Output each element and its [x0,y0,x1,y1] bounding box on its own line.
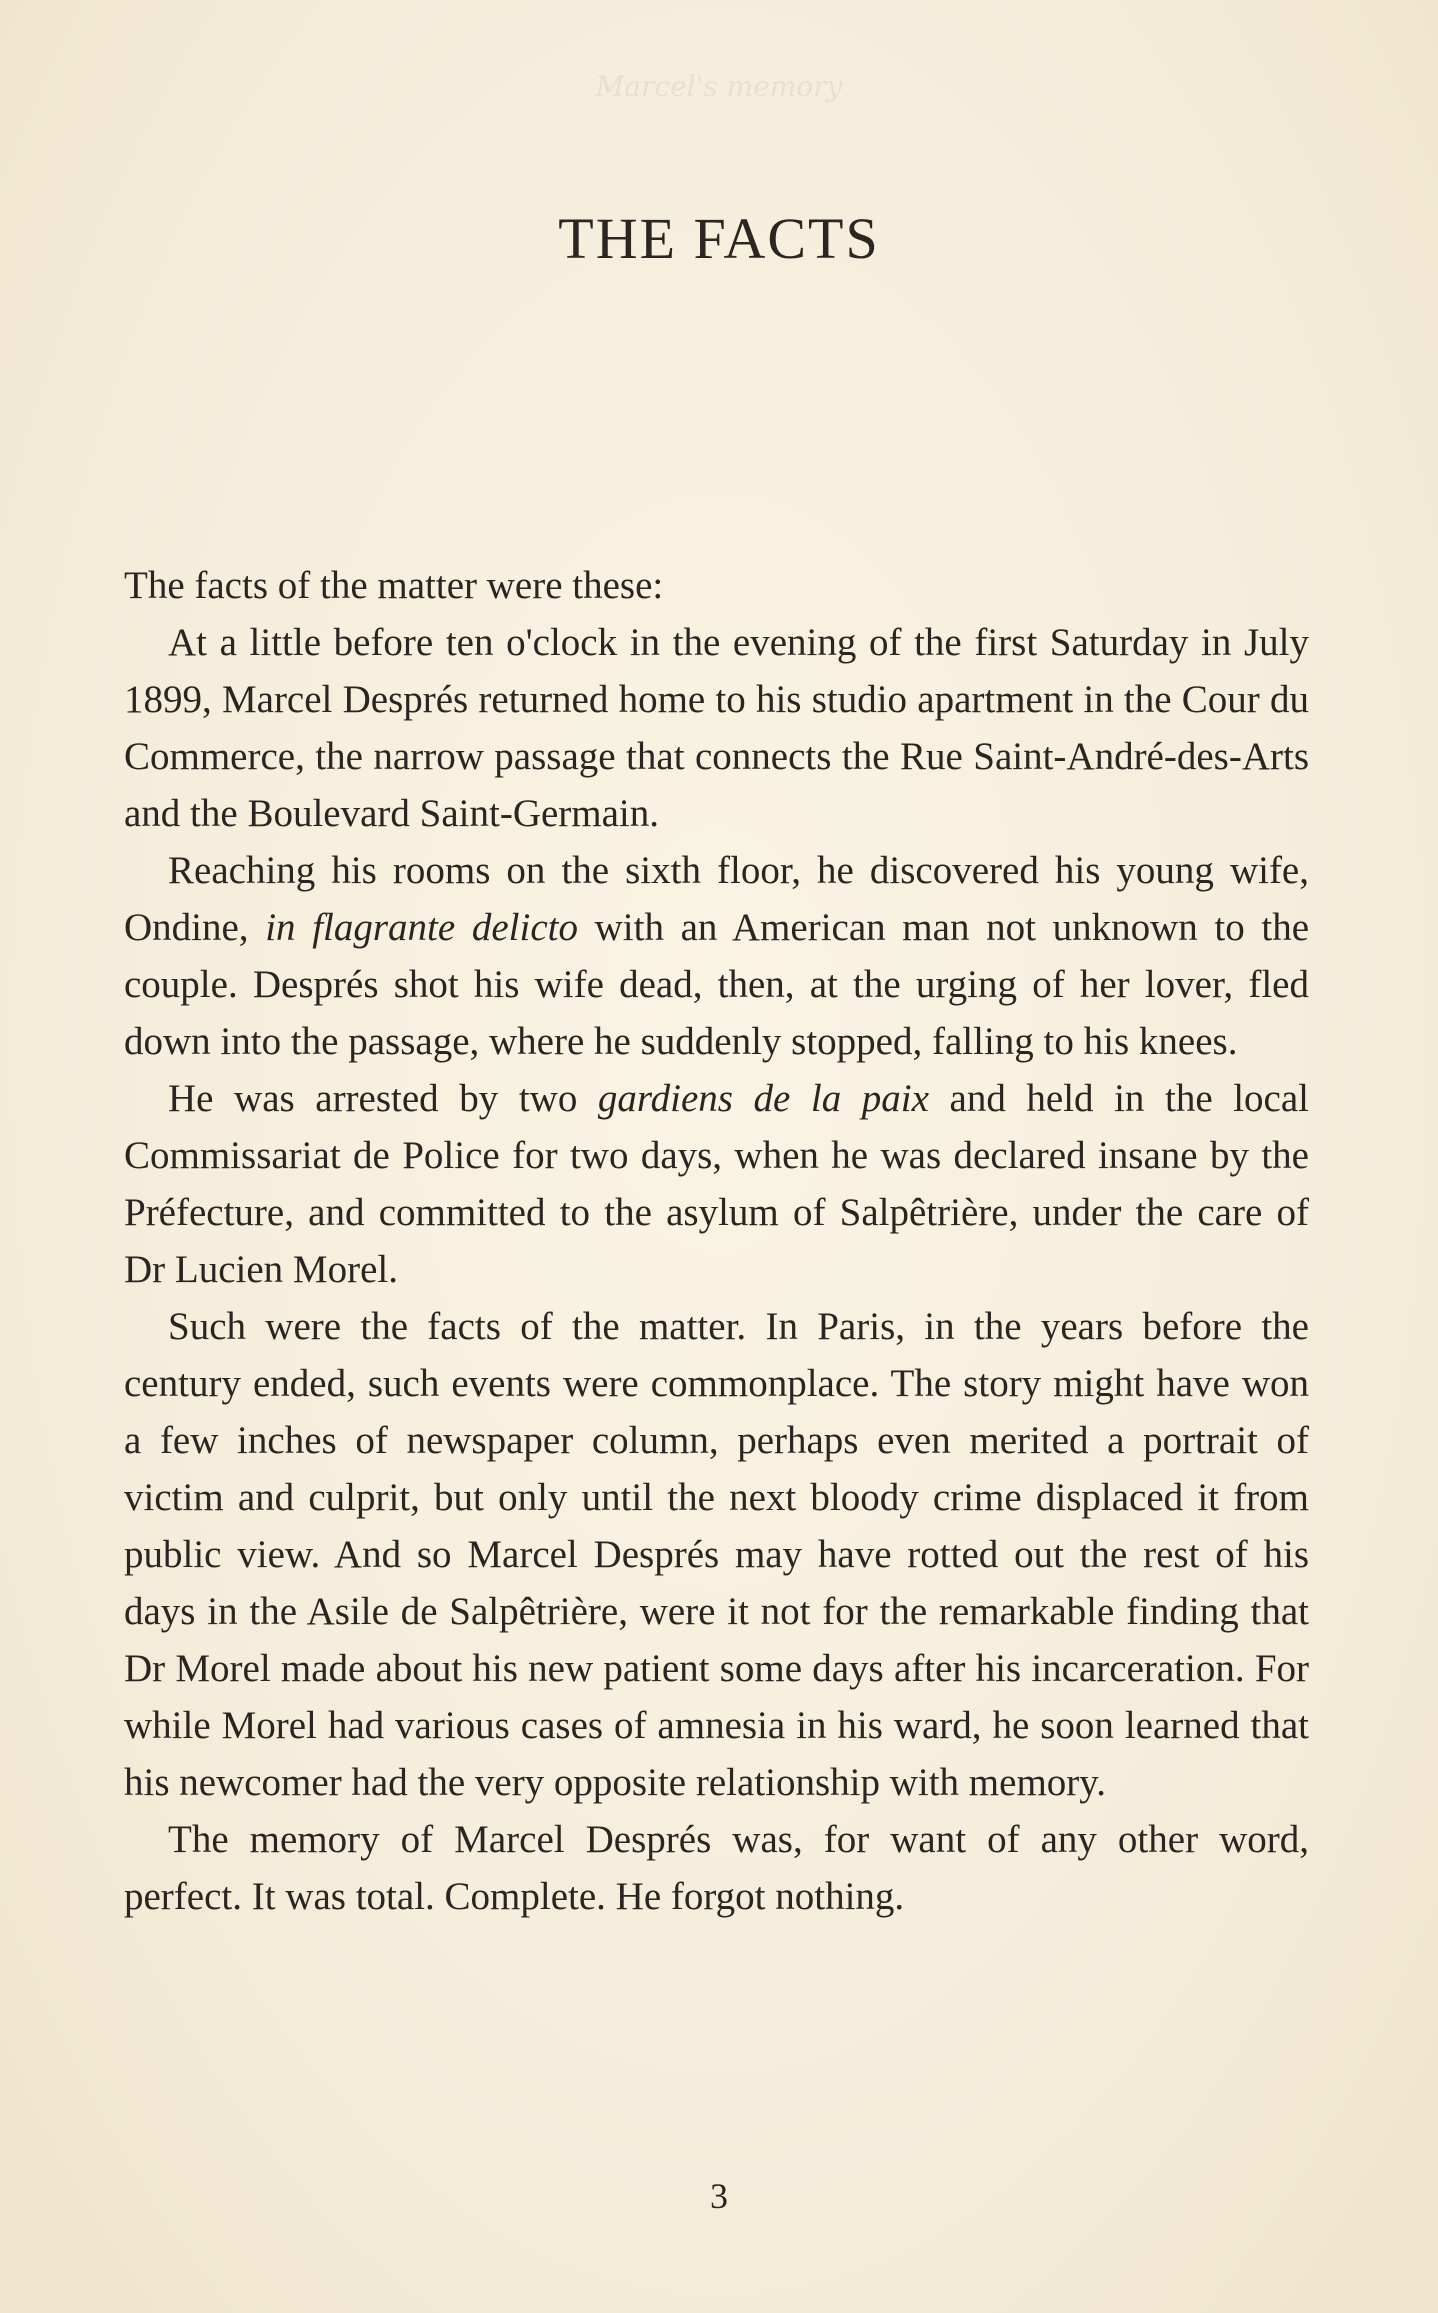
paragraph-1: The facts of the matter were these: [124,564,664,607]
paragraph-4-text-b: and held in the local Commissariat de Police for two days, when he was declared insane by the Préfecture, and committed to the asylum of Salpêtrière, under the care of Dr Lucien Morel. [124,1077,1310,1291]
paragraph-5: Such were the facts of the matter. In Paris, in the years before the century ended, such events were commonplace. The story might have won a few inches of newspaper column, perhaps even merited a portrait of victim and culprit, but only until the next bloody crime displaced it from public view. And so Marcel Després may have rotted out the rest of his days in the Asile de Salpêtrière, were it not for the remarkable finding that Dr Morel made about his new patient some days after his incarceration. For while Morel had various cases of amnesia in his ward, he soon learned that his newcomer had the very opposite relationship with memory. [124,1305,1309,1804]
paragraph-3-text-b: with an American man not unknown to the couple. Després shot his wife dead, then, at the urging of her lover, fled down into the passage, where he suddenly stopped, falling to his knees. [124,906,1310,1063]
chapter-title: THE FACTS [558,206,880,271]
paragraph-2: At a little before ten o'clock in the evening of the first Saturday in July 1899, Marcel Després returned home to his studio apartment in the Cour du Commerce, the narrow passage that connects the Rue Saint-André-des-Arts and the Boulevard Saint-Germain. [124,621,1309,835]
paragraph-6: The memory of Marcel Després was, for want of any other word, perfect. It was total. Complete. He forgot nothing. [124,1818,1309,1918]
paragraph-3-italic-phrase: in flagrante delicto [265,906,578,949]
paragraph-4-italic-phrase: gardiens de la paix [597,1077,929,1120]
paragraph-3-text-a: Reaching his rooms on the sixth floor, he discovered his young wife, Ondine, [124,849,1309,949]
paragraph-4-text-a: He was arrested by two [168,1077,598,1120]
chapter-body [124,557,1309,1925]
paragraph-3 [124,842,1309,1070]
show-through-running-header: Marcel's memory [595,70,843,103]
paragraph-4 [124,1070,1309,1298]
page-number: 3 [710,2176,728,2216]
